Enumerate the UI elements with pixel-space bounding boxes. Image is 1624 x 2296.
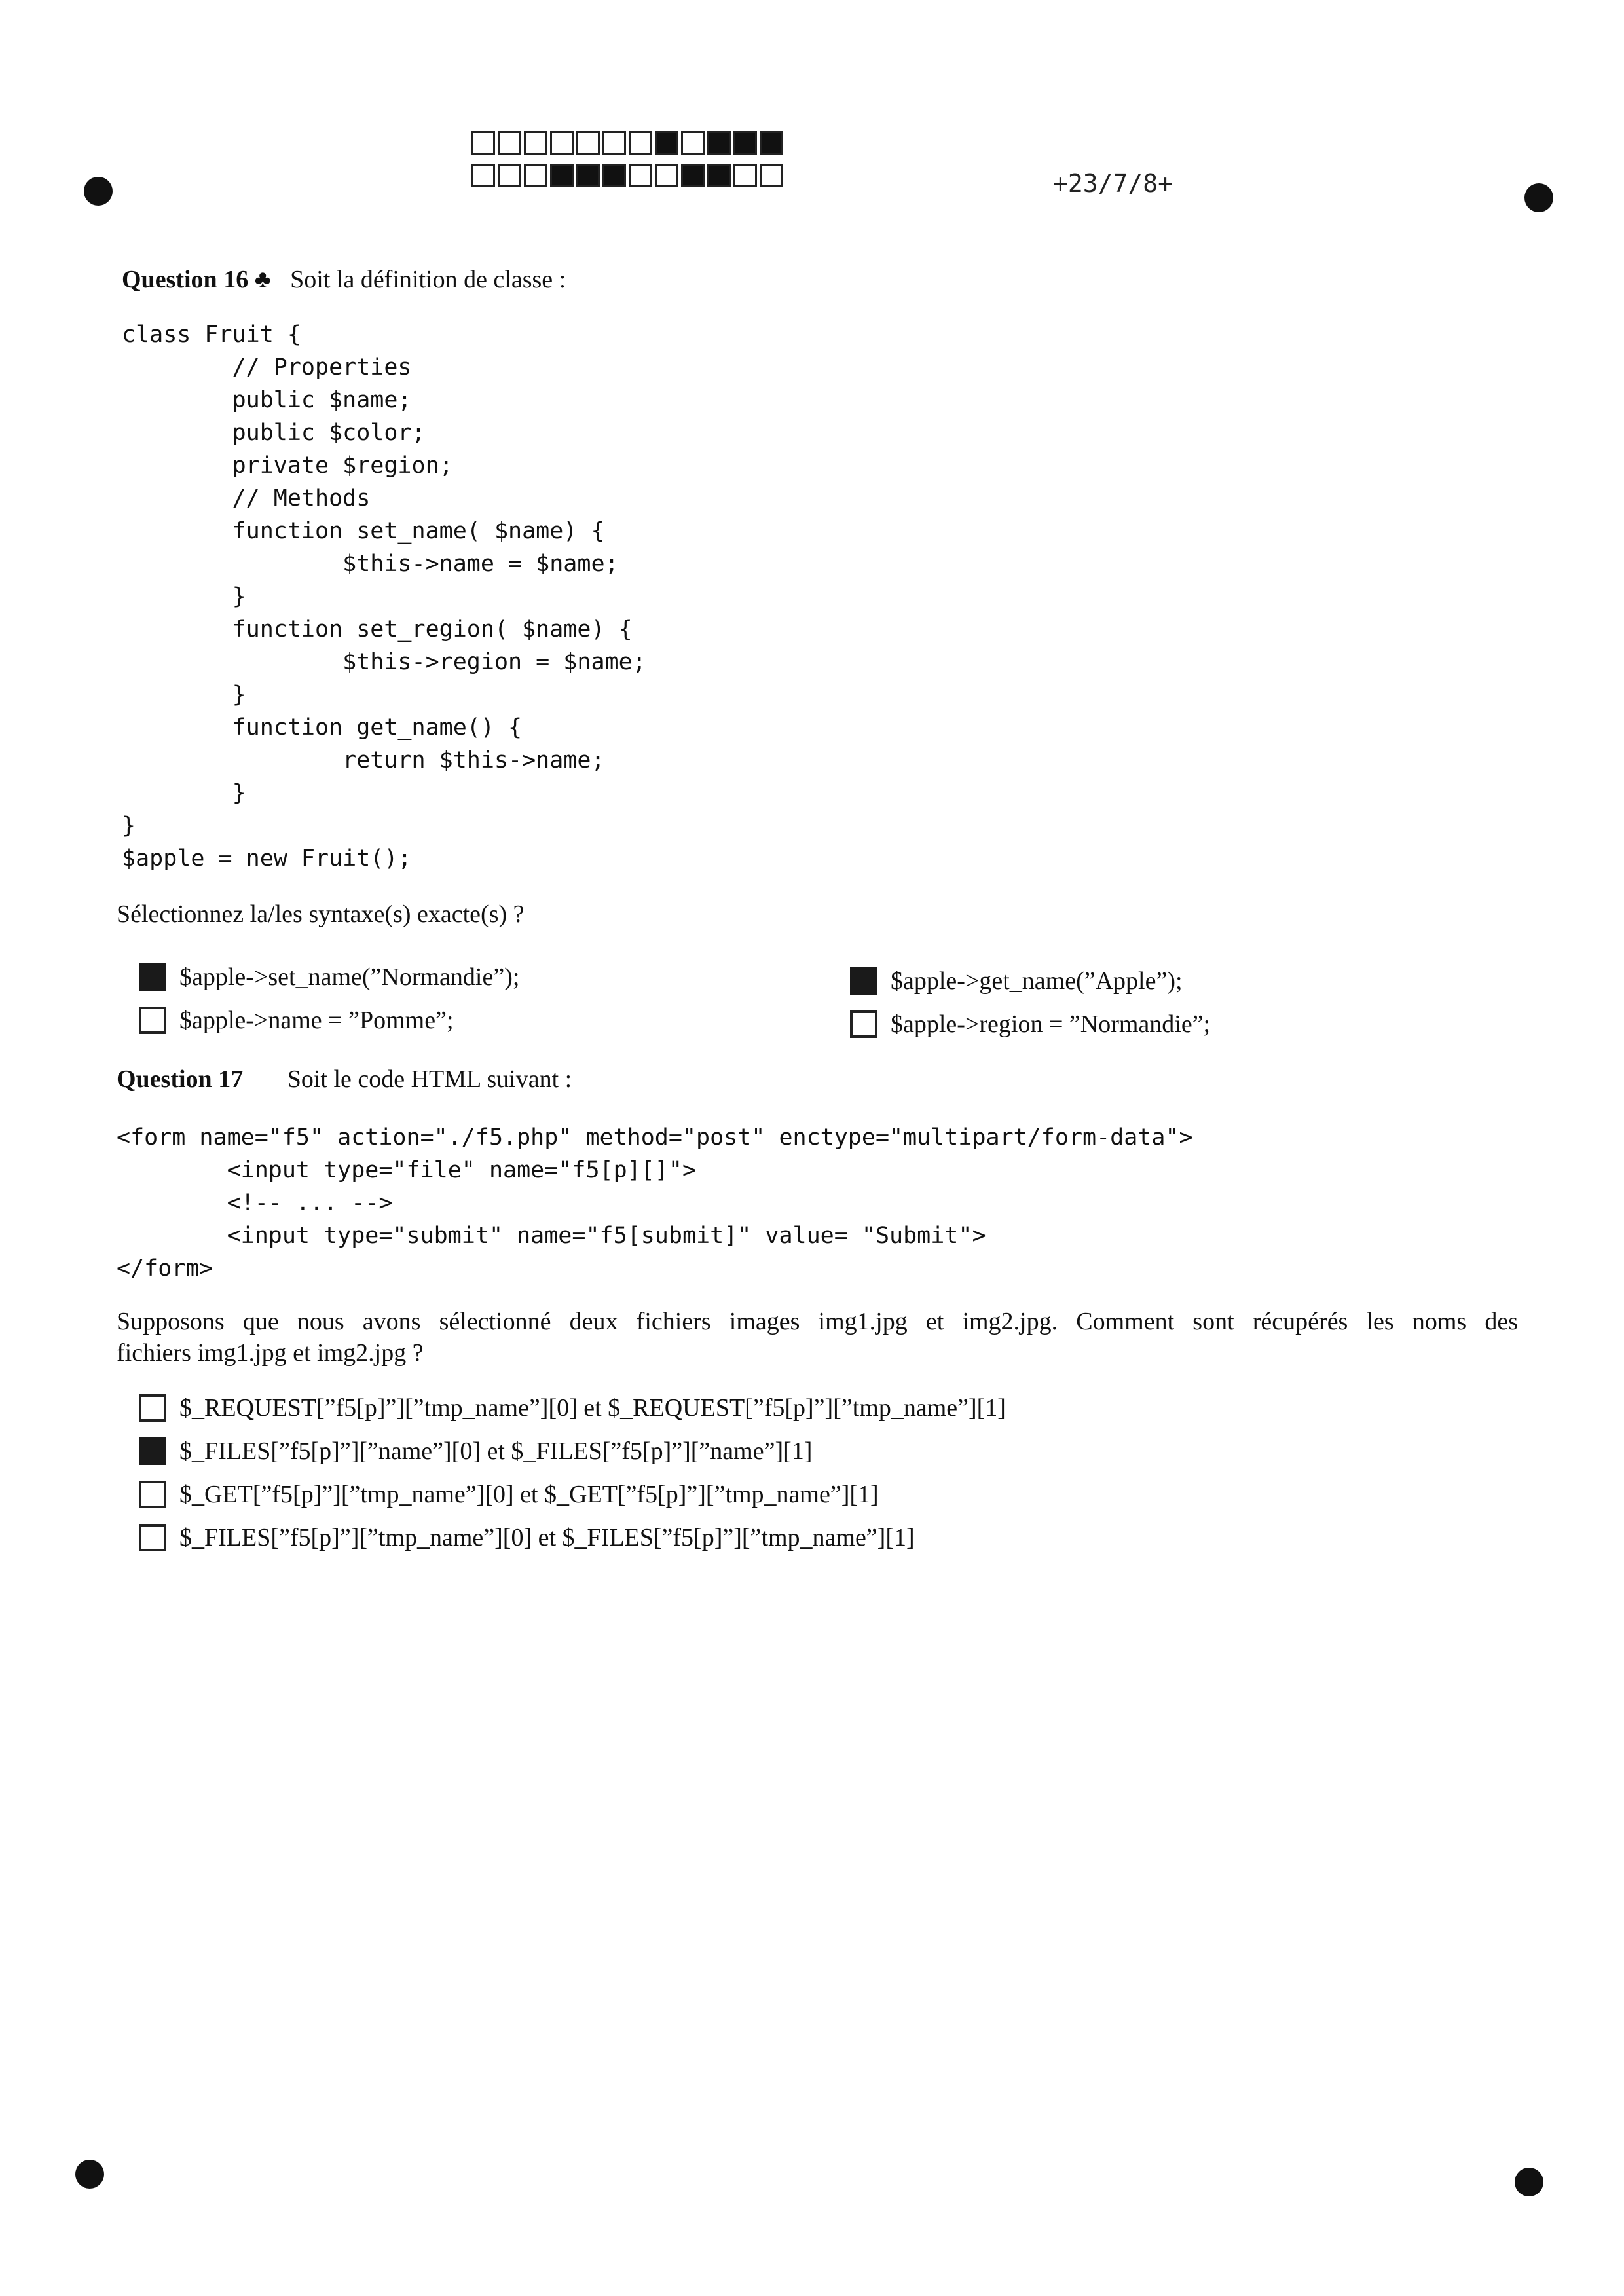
- q17-choice-get[interactable]: [139, 1480, 879, 1509]
- checkbox[interactable]: [139, 1524, 166, 1551]
- question-17-label: Question 17: [117, 1065, 244, 1093]
- barcode-cell: [629, 131, 652, 155]
- barcode-cell: [550, 164, 574, 187]
- barcode-cell: [498, 164, 521, 187]
- barcode-cell: [602, 164, 626, 187]
- barcode-cell: [524, 164, 547, 187]
- barcode-cell: [681, 131, 705, 155]
- choice-label: $_REQUEST[”f5[p]”][”tmp_name”][0] et $_REQUEST[”f5[p]”][”tmp_name”][1]: [179, 1394, 1006, 1422]
- checkbox[interactable]: [139, 1481, 166, 1508]
- checkbox[interactable]: [139, 963, 166, 991]
- barcode-cell: [681, 164, 705, 187]
- barcode-cell: [707, 131, 731, 155]
- page-id: +23/7/8+: [1053, 169, 1173, 198]
- q17-choice-files-name[interactable]: [139, 1437, 812, 1466]
- checkbox[interactable]: [850, 967, 877, 995]
- barcode-row-top: [471, 131, 786, 155]
- question-17-prompt: [117, 1306, 1518, 1369]
- question-16-text: Soit la définition de classe :: [290, 266, 566, 293]
- registration-dot-bottom-left: [75, 2160, 104, 2189]
- choice-label: $apple->get_name(”Apple”);: [891, 967, 1183, 995]
- choice-label: $_FILES[”f5[p]”][”name”][0] et $_FILES[”f5[p]”][”name”][1]: [179, 1437, 813, 1465]
- barcode-cell: [471, 164, 495, 187]
- q16-choice-set-name[interactable]: [139, 963, 519, 991]
- registration-dot-top-right: [1524, 183, 1553, 212]
- barcode-cell: [629, 164, 652, 187]
- q17-choice-request[interactable]: [139, 1394, 1006, 1422]
- php-code-block: class Fruit { // Properties public $name; public $color; private $region; // Methods function set_name( $name) { $this->name = $name; } function set_region( $name) { $this->region = $name; } function get_name() { return $this->name; } } $apple = new Fruit();: [122, 322, 646, 872]
- choice-label: $apple->set_name(”Normandie”);: [179, 963, 520, 991]
- choice-label: $_FILES[”f5[p]”][”tmp_name”][0] et $_FILES[”f5[p]”][”tmp_name”][1]: [179, 1524, 915, 1551]
- registration-dot-bottom-right: [1515, 2168, 1543, 2196]
- choice-label: $apple->name = ”Pomme”;: [179, 1007, 454, 1034]
- barcode-cell: [655, 131, 678, 155]
- barcode-cell: [760, 164, 783, 187]
- barcode-cell: [733, 164, 757, 187]
- checkbox[interactable]: [850, 1010, 877, 1038]
- choice-label: $apple->region = ”Normandie”;: [891, 1010, 1211, 1038]
- barcode-cell: [550, 131, 574, 155]
- q17-choice-files-tmp-name[interactable]: [139, 1523, 915, 1552]
- question-16-prompt: Sélectionnez la/les syntaxe(s) exacte(s) ?: [117, 900, 525, 928]
- q16-choice-region-property[interactable]: [850, 1010, 1210, 1039]
- question-17-prompt-line2: fichiers img1.jpg et img2.jpg ?: [117, 1339, 424, 1367]
- barcode-cell: [707, 164, 731, 187]
- barcode-cell: [733, 131, 757, 155]
- barcode-cell: [524, 131, 547, 155]
- question-17-text: Soit le code HTML suivant :: [287, 1065, 572, 1093]
- barcode-cell: [576, 131, 600, 155]
- q16-choice-get-name[interactable]: [850, 967, 1183, 995]
- barcode-cell: [602, 131, 626, 155]
- club-icon: ♣: [254, 266, 271, 293]
- barcode-cell: [655, 164, 678, 187]
- barcode-cell: [576, 164, 600, 187]
- checkbox[interactable]: [139, 1437, 166, 1465]
- checkbox[interactable]: [139, 1394, 166, 1422]
- question-16-header: [122, 265, 566, 294]
- barcode-row-bottom: [471, 164, 786, 187]
- q16-choice-name-property[interactable]: [139, 1006, 454, 1035]
- checkbox[interactable]: [139, 1007, 166, 1034]
- question-16-label: Question 16: [122, 266, 249, 293]
- question-17-prompt-line1: Supposons que nous avons sélectionné deux fichiers images img1.jpg et img2.jpg. Comment sont récupérés les noms des: [117, 1308, 1518, 1335]
- barcode-cell: [760, 131, 783, 155]
- question-17-header: [117, 1065, 572, 1094]
- barcode-cell: [498, 131, 521, 155]
- html-code-block: <form name="f5" action="./f5.php" method="post" enctype="multipart/form-data"> <input type="file" name="f5[p][]"> <!-- ... --> <input type="submit" name="f5[submit]" value= "Submit"> </form>: [117, 1124, 1193, 1282]
- barcode-cell: [471, 131, 495, 155]
- choice-label: $_GET[”f5[p]”][”tmp_name”][0] et $_GET[”f5[p]”][”tmp_name”][1]: [179, 1481, 879, 1508]
- registration-dot-top-left: [84, 177, 113, 206]
